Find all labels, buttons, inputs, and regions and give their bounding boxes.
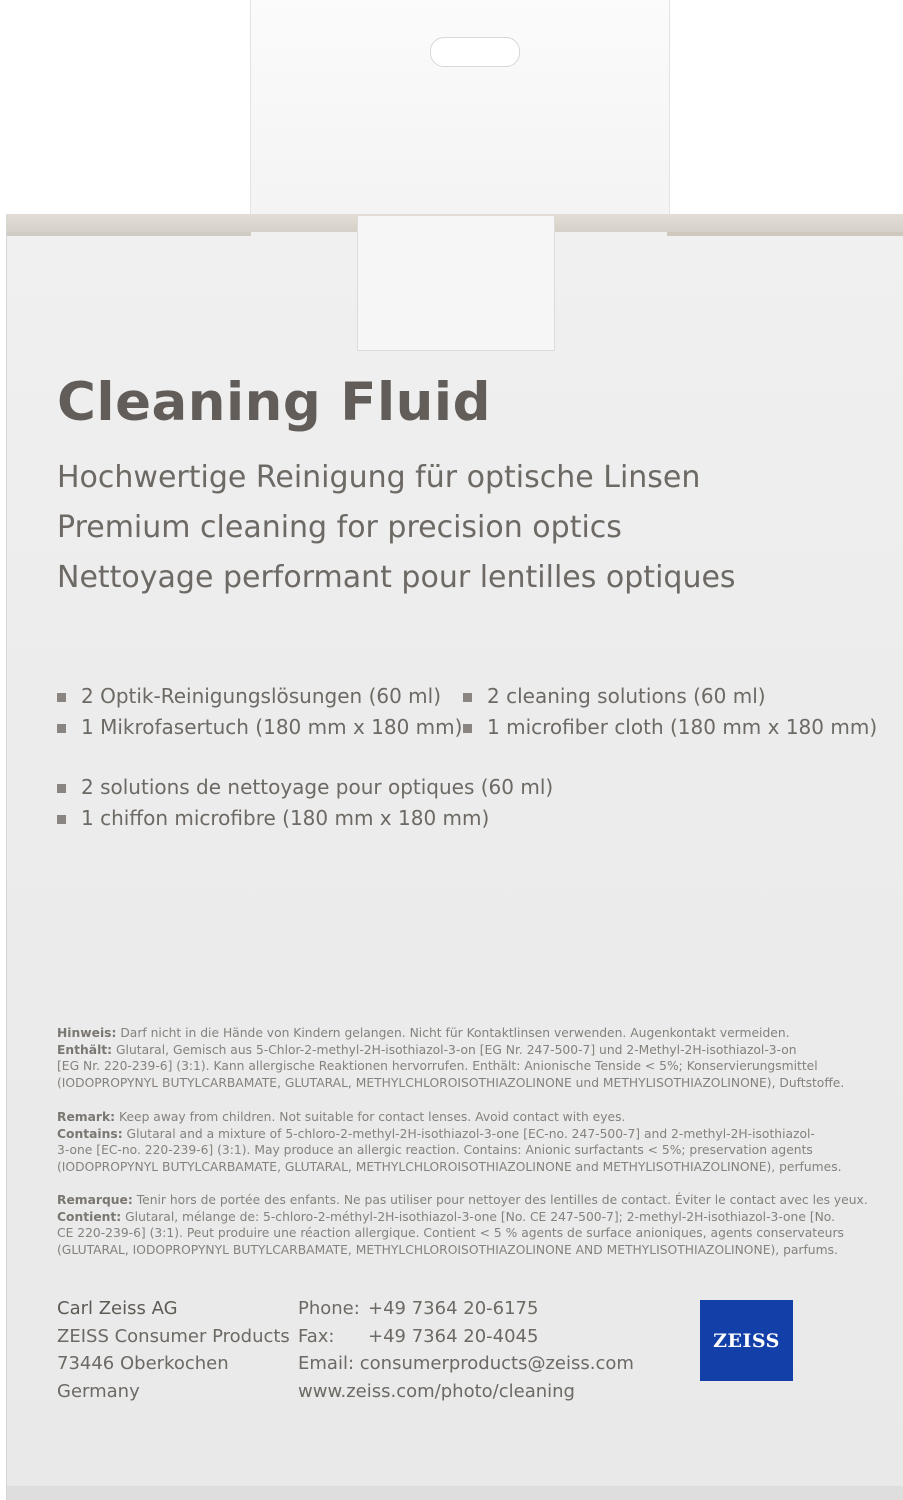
contains-text: Glutaral, mélange de: 5-chloro-2-méthyl-2H-isothiazol-3-one [No. CE 247-500-7]; 2-methyl-2H-isothiazol-3-one [No.: [121, 1209, 836, 1224]
remark-label: Remarque:: [57, 1193, 133, 1207]
company-division: ZEISS Consumer Products: [57, 1325, 290, 1347]
legal-english: [57, 1109, 877, 1175]
fax-label: Fax:: [298, 1325, 335, 1347]
contains-label: Contient:: [57, 1209, 122, 1224]
contains-text: Glutaral, Gemisch aus 5-Chlor-2-methyl-2H-isothiazol-3-on [EG Nr. 247-500-7] und 2-Methyl-2H-isothiazol-3-on: [112, 1042, 797, 1057]
contains-text: (IODOPROPYNYL BUTYLCARBAMATE, GLUTARAL, METHYLCHLOROISOTHIAZOLINONE und METHYLISOTHIAZOLINONE), Duftstoffe.: [57, 1075, 845, 1090]
email-address: consumerproducts@zeiss.com: [359, 1353, 634, 1374]
subtitle-english: Premium cleaning for precision optics: [57, 510, 622, 545]
bottom-edge: [7, 1486, 903, 1500]
website-url: www.zeiss.com/photo/cleaning: [298, 1380, 575, 1402]
remark-label: Remark:: [57, 1110, 116, 1124]
contact-details: [298, 1295, 634, 1405]
remark-label: Hinweis:: [57, 1026, 117, 1040]
list-item: 2 Optik-Reinigungslösungen (60 ml): [57, 681, 462, 712]
hanger-tab: [250, 0, 670, 230]
list-item: 2 solutions de nettoyage pour optiques (60 ml): [57, 772, 553, 803]
list-item: 2 cleaning solutions (60 ml): [463, 681, 877, 712]
legal-french: [57, 1192, 877, 1258]
contains-text: (IODOPROPYNYL BUTYLCARBAMATE, GLUTARAL, METHYLCHLOROISOTHIAZOLINONE and METHYLISOTHIAZOLINONE), perfumes.: [57, 1159, 842, 1174]
contains-label: Contains:: [57, 1126, 123, 1141]
contains-text: CE 220-239-6] (3:1). Peut produire une réaction allergique. Contient < 5 % agents de surface anioniques, agents conservateurs: [57, 1226, 844, 1241]
contents-list-french: [57, 772, 553, 834]
company-address: [57, 1295, 290, 1405]
remark-text: Keep away from children. Not suitable for contact lenses. Avoid contact with eyes.: [115, 1110, 626, 1124]
contains-text: [EG Nr. 220-239-6] (3:1). Kann allergische Reaktionen hervorrufen. Enthält: Anionische Tenside < 5%; Konservierungsmittel: [57, 1059, 818, 1074]
contains-text: 3-one [EC-no. 220-239-6] (3:1). May produce an allergic reaction. Contains: Anionic surfactants < 5%; preservation agents: [57, 1143, 813, 1158]
phone-number: +49 7364 20-6175: [368, 1298, 539, 1319]
remark-text: Darf nicht in die Hände von Kindern gelangen. Nicht für Kontaktlinsen verwenden. Augenkontakt vermeiden.: [116, 1026, 790, 1040]
fax-number: +49 7364 20-4045: [368, 1325, 539, 1347]
hanging-hole: [430, 37, 520, 67]
list-item: 1 chiffon microfibre (180 mm x 180 mm): [57, 803, 553, 834]
subtitle-german: Hochwertige Reinigung für optische Linsen: [57, 460, 701, 495]
contains-label: Enthält:: [57, 1042, 113, 1057]
list-item: 1 Mikrofasertuch (180 mm x 180 mm): [57, 712, 462, 743]
remark-text: Tenir hors de portée des enfants. Ne pas utiliser pour nettoyer des lentilles de contact. Éviter le contact avec les yeux.: [132, 1193, 868, 1207]
subtitle-french: Nettoyage performant pour lentilles optiques: [57, 560, 736, 595]
tab-slot: [357, 216, 555, 351]
company-country: Germany: [57, 1380, 140, 1402]
company-city: 73446 Oberkochen: [57, 1353, 229, 1374]
fold-seam-left: [7, 232, 251, 236]
contents-list-german: [57, 681, 462, 743]
fold-seam-right: [667, 232, 903, 236]
list-item: 1 microfiber cloth (180 mm x 180 mm): [463, 712, 877, 743]
email-label: Email:: [298, 1353, 355, 1374]
phone-label: Phone:: [298, 1298, 360, 1319]
contents-list-english: [463, 681, 877, 743]
zeiss-logo: ZEISS: [700, 1300, 793, 1381]
contains-text: Glutaral and a mixture of 5-chloro-2-methyl-2H-isothiazol-3-one [EC-no. 247-500-7] and 2-methyl-2H-isothiazol-: [122, 1126, 815, 1141]
legal-german: [57, 1025, 877, 1091]
company-name: Carl Zeiss AG: [57, 1298, 178, 1319]
contains-text: (GLUTARAL, IODOPROPYNYL BUTYLCARBAMATE, METHYLCHLOROISOTHIAZOLINONE AND METHYLISOTHIAZOLINONE), parfums.: [57, 1242, 838, 1257]
product-title: Cleaning Fluid: [57, 372, 492, 433]
